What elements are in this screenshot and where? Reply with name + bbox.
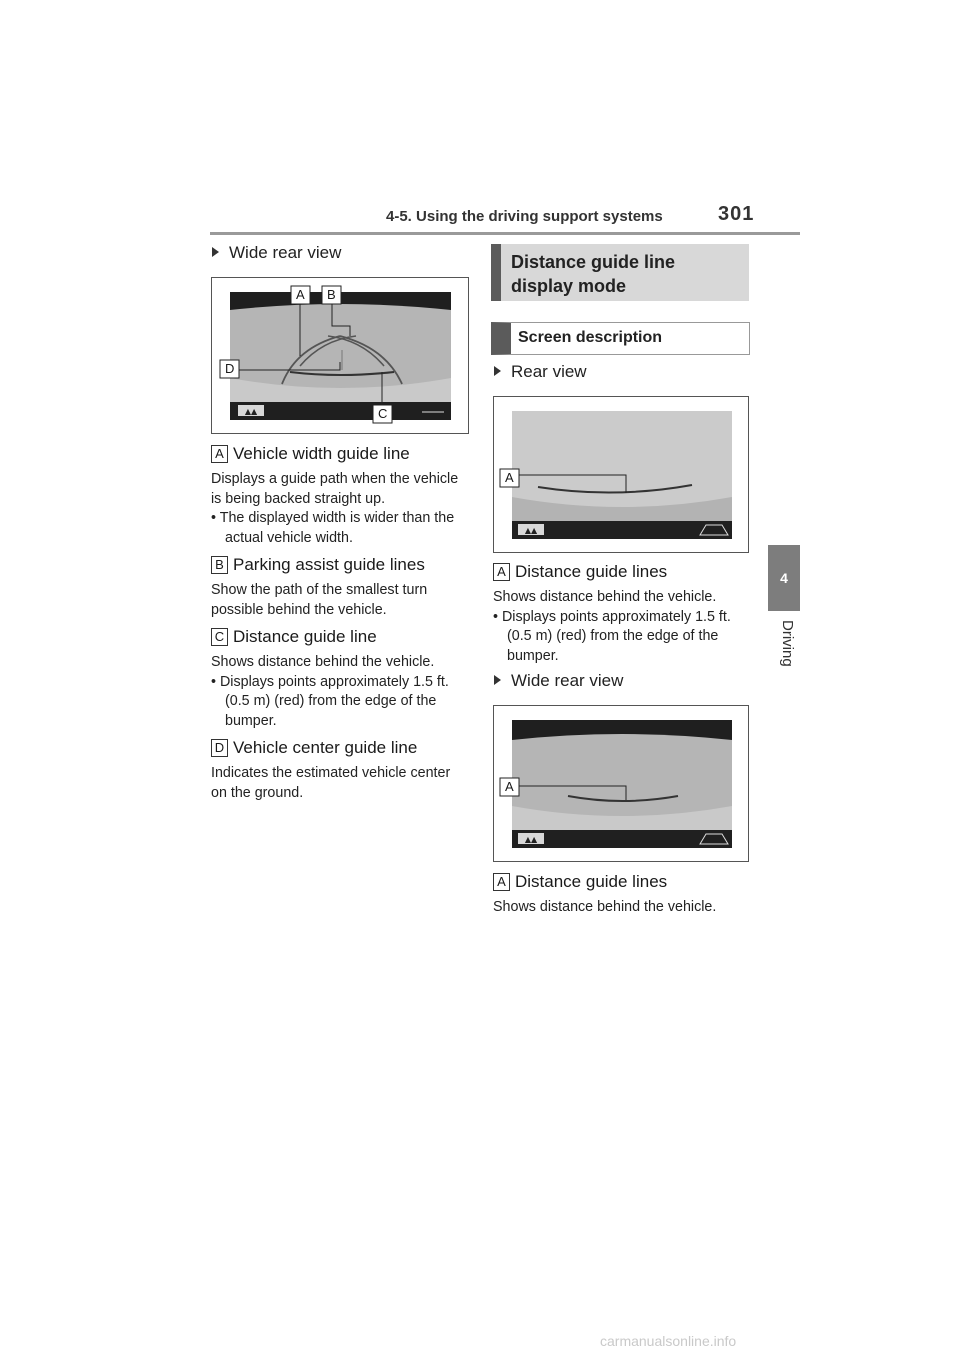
item-d-center-guide [211, 738, 469, 803]
item-b-parking-assist [211, 555, 469, 620]
callout-d: D [225, 361, 235, 376]
item-title: Parking assist guide lines [233, 555, 425, 574]
item-bullet: • Displays points approximately 1.5 ft. (0.5 m) (red) from the edge of the bumper. [493, 608, 731, 664]
badge-d: D [211, 739, 228, 757]
badge-c: C [211, 628, 228, 646]
item-desc: Show the path of the smallest turn possible behind the vehicle. [211, 582, 428, 618]
triangle-bullet-icon [494, 366, 501, 376]
wide-view-figure [493, 705, 749, 862]
chapter-tab: 4 [768, 545, 800, 611]
callout-a: A [505, 470, 514, 485]
badge-b: B [211, 556, 228, 574]
item-title: Distance guide line [233, 627, 377, 646]
item-c-distance-guide [211, 627, 469, 731]
item-title: Distance guide lines [515, 562, 668, 581]
item-bullet: • Displays points approximately 1.5 ft. (0.5 m) (red) from the edge of the bumper. [211, 673, 449, 729]
section-heading: Distance guide line display mode [511, 252, 676, 296]
item-desc: Indicates the estimated vehicle center on the ground. [211, 765, 451, 801]
camera-screen-illustration [212, 278, 468, 433]
wide-rear-view-figure [211, 277, 469, 434]
rear-view-heading: Rear view [494, 362, 587, 382]
section-title: 4-5. Using the driving support systems [386, 208, 663, 225]
rear-view-item-a [493, 562, 753, 666]
item-desc: Shows distance behind the vehicle. [211, 654, 435, 670]
item-desc: Displays a guide path when the vehicle is being backed straight up. [211, 471, 459, 507]
left-view-heading: Wide rear view [212, 243, 341, 263]
chapter-label: Driving [779, 620, 796, 667]
wide-view-item-a [493, 872, 753, 918]
watermark: carmanualsonline.info [600, 1333, 737, 1349]
badge-a: A [493, 563, 510, 581]
page-number: 301 [718, 203, 755, 225]
camera-screen-illustration [494, 397, 748, 552]
camera-screen-illustration [494, 706, 748, 861]
item-title: Distance guide lines [515, 872, 668, 891]
item-bullet: • The displayed width is wider than the actual vehicle width. [211, 510, 455, 546]
item-title: Vehicle width guide line [233, 444, 410, 463]
rear-view-figure [493, 396, 749, 553]
svg-text:▲▲: ▲▲ [524, 835, 538, 844]
section-heading-bar [491, 244, 749, 301]
svg-text:▲▲: ▲▲ [524, 526, 538, 535]
svg-text:▲▲: ▲▲ [244, 407, 258, 416]
callout-b: B [327, 287, 336, 302]
wide-view-heading: Wide rear view [494, 671, 623, 691]
subsection-heading-bar [491, 322, 750, 355]
item-desc: Shows distance behind the vehicle. [493, 899, 717, 915]
badge-a: A [211, 445, 228, 463]
badge-a: A [493, 873, 510, 891]
subsection-heading: Screen description [518, 329, 663, 346]
header-rule [210, 232, 800, 235]
callout-a: A [505, 779, 514, 794]
triangle-bullet-icon [494, 675, 501, 685]
item-a-vehicle-width [211, 444, 469, 548]
callout-a: A [296, 287, 305, 302]
item-desc: Shows distance behind the vehicle. [493, 589, 717, 605]
item-title: Vehicle center guide line [233, 738, 418, 757]
triangle-bullet-icon [212, 247, 219, 257]
callout-c: C [378, 406, 388, 421]
